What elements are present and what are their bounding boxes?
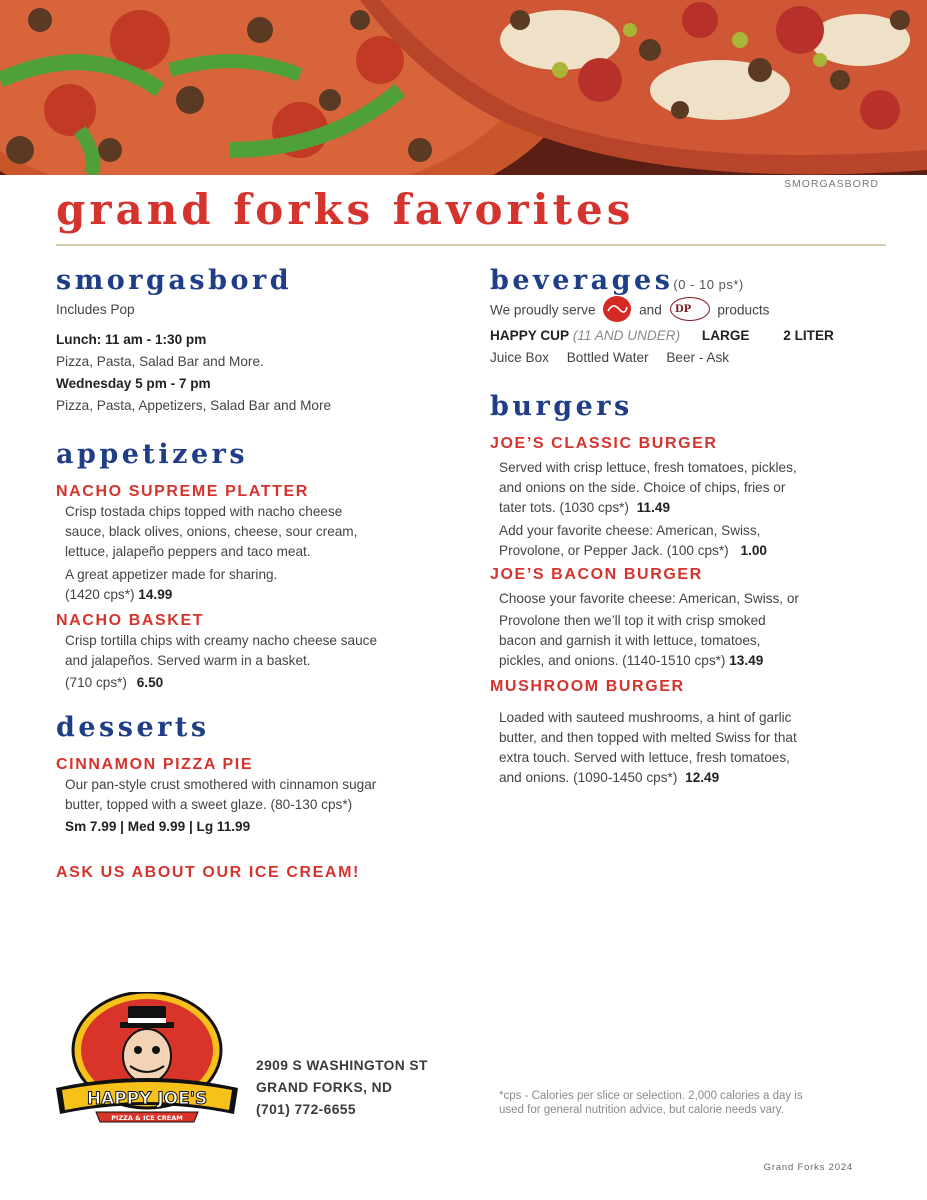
calories: (710 cps*) (65, 675, 127, 690)
item-description (56, 631, 456, 693)
other-beverages (490, 348, 890, 368)
hero-pizza-photo (0, 0, 927, 175)
coca-cola-logo (603, 296, 631, 322)
desc-line: Served with crisp lettuce, fresh tomatoes, pickles, (499, 460, 797, 475)
desserts-heading: desserts (56, 712, 210, 743)
page-mark: Grand Forks 2024 (763, 1162, 853, 1173)
item-title: JOE’S CLASSIC BURGER (490, 435, 718, 452)
desc-line: butter, and then topped with melted Swiss for that (499, 730, 797, 745)
serve-suffix: products (717, 302, 770, 318)
item-description (490, 589, 890, 671)
beverages-note: (0 - 10 ps*) (673, 277, 744, 292)
logo-text: HAPPY JOE'S (86, 1089, 208, 1109)
calorie-disclaimer (499, 1089, 879, 1117)
price: 6.50 (136, 675, 164, 690)
happy-cup-note: (11 AND UNDER) (572, 328, 681, 343)
desc-line: tater tots. (1030 cps*) (499, 500, 629, 515)
item-title: MUSHROOM BURGER (490, 678, 685, 695)
lunch-description: Pizza, Pasta, Salad Bar and More. (56, 354, 264, 369)
item-description (56, 775, 456, 837)
desc-note: A great appetizer made for sharing. (65, 567, 278, 582)
price: 14.99 (138, 587, 173, 602)
addon-line: Add your favorite cheese: American, Swiss, (499, 523, 761, 538)
addon-price: 1.00 (740, 543, 767, 558)
appetizers-heading: appetizers (56, 439, 249, 470)
price-line (499, 541, 890, 561)
price-line (499, 768, 890, 788)
logo-subtext: PIZZA & ICE CREAM (111, 1114, 183, 1122)
desc-line: bacon and garnish it with lettuce, tomatoes, (499, 633, 761, 648)
price-line (499, 498, 890, 518)
desc-line: and onions. (1090-1450 cps*) (499, 770, 678, 785)
desc-line: extra touch. Served with lettuce, fresh tomatoes, (499, 750, 790, 765)
price-line (65, 673, 456, 693)
page-title: grand forks favorites (56, 185, 635, 234)
dr-pepper-logo (670, 297, 710, 321)
desc-line: Crisp tortilla chips with creamy nacho cheese sauce (65, 633, 378, 648)
large-size: LARGE (701, 328, 750, 343)
desc-line: Crisp tostada chips topped with nacho cheese (65, 504, 343, 519)
item-title: JOE’S BACON BURGER (490, 566, 703, 583)
desc-line: Loaded with sauteed mushrooms, a hint of garlic (499, 710, 792, 725)
desc-line: Provolone then we’ll top it with crisp smoked (499, 613, 766, 628)
restaurant-address (256, 1055, 428, 1121)
item-title: NACHO BASKET (56, 612, 205, 629)
left-column (56, 264, 456, 883)
size-prices: Sm 7.99 | Med 9.99 | Lg 11.99 (65, 819, 251, 834)
svg-text:DP: DP (674, 304, 691, 315)
burgers-heading: burgers (490, 391, 633, 422)
smorgasbord-includes: Includes Pop (56, 302, 135, 317)
item-title: CINNAMON PIZZA PIE (56, 756, 254, 773)
wednesday-hours: Wednesday 5 pm - 7 pm (56, 376, 211, 391)
bottled-water: Bottled Water (566, 350, 649, 365)
desc-line: lettuce, jalapeño peppers and taco meat. (65, 544, 311, 559)
price-line (499, 651, 890, 671)
desc-line: Our pan-style crust smothered with cinnamon sugar (65, 777, 377, 792)
happy-cup: HAPPY CUP (490, 328, 570, 343)
desc-line: and onions on the side. Choice of chips, fries or (499, 480, 786, 495)
address-line-2: GRAND FORKS, ND (256, 1080, 393, 1095)
beer: Beer - Ask (666, 350, 730, 365)
fineprint-line: used for general nutrition advice, but calorie needs vary. (499, 1104, 784, 1116)
addon-line: Provolone, or Pepper Jack. (100 cps*) (499, 543, 729, 558)
serve-prefix: We proudly serve (490, 302, 596, 318)
price: 11.49 (636, 500, 671, 515)
smorgasbord-heading: smorgasbord (56, 265, 293, 296)
wednesday-description: Pizza, Pasta, Appetizers, Salad Bar and More (56, 398, 332, 413)
beverages-heading-text: beverages (490, 265, 674, 296)
photo-caption: SMORGASBORD (783, 178, 879, 190)
beverage-brands-line (490, 298, 890, 324)
calories: (1420 cps*) (65, 587, 135, 602)
desc-line: butter, topped with a sweet glaze. (80-130 cps*) (65, 797, 353, 812)
fineprint-line: *cps - Calories per slice or selection. 2,000 calories a day is (499, 1090, 803, 1102)
item-title: NACHO SUPREME PLATTER (56, 483, 309, 500)
title-divider (56, 244, 886, 246)
two-liter-size: 2 LITER (783, 328, 834, 343)
right-column (490, 264, 890, 788)
price: 12.49 (685, 770, 720, 785)
item-description (56, 502, 456, 605)
desc-line: and jalapeños. Served warm in a basket. (65, 653, 311, 668)
serve-and: and (639, 302, 662, 318)
desc-line: Choose your favorite cheese: American, Swiss, or (499, 591, 799, 606)
address-line-1: 2909 S WASHINGTON ST (256, 1058, 428, 1073)
phone-number: (701) 772-6655 (256, 1102, 356, 1117)
ice-cream-callout: ASK US ABOUT OUR ICE CREAM! (56, 864, 360, 881)
item-description (490, 458, 890, 561)
desc-line: pickles, and onions. (1140-1510 cps*) (499, 653, 726, 668)
juice-box: Juice Box (490, 350, 549, 365)
price-line (65, 585, 456, 605)
desc-line: sauce, black olives, onions, cheese, sour cream, (65, 524, 358, 539)
beverage-sizes (490, 326, 890, 346)
lunch-hours: Lunch: 11 am - 1:30 pm (56, 332, 207, 347)
happy-joes-logo (52, 992, 242, 1124)
price: 13.49 (729, 653, 764, 668)
item-description (490, 708, 890, 788)
